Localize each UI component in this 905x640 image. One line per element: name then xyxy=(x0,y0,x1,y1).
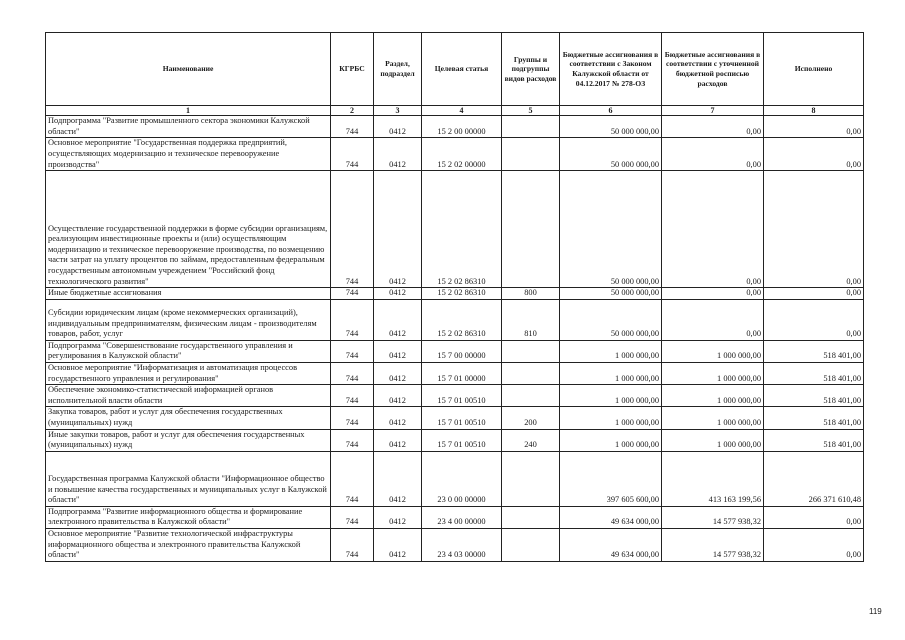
row-kgrbs-cell: 744 xyxy=(331,451,374,506)
table-row xyxy=(46,528,864,561)
col-number: 7 xyxy=(662,106,764,116)
row-budget-revised-cell: 0,00 xyxy=(662,171,764,288)
row-budget-law-cell: 50 000 000,00 xyxy=(560,288,662,300)
row-name-cell: Подпрограмма "Совершенствование государственного управления и регулирования в Калужской области" xyxy=(46,340,331,362)
row-name-cell: Иные закупки товаров, работ и услуг для обеспечения государственных (муниципальных) нужд xyxy=(46,429,331,451)
row-executed-cell: 266 371 610,48 xyxy=(764,451,864,506)
row-budget-law-cell: 1 000 000,00 xyxy=(560,429,662,451)
table-row xyxy=(46,362,864,384)
row-executed-cell: 518 401,00 xyxy=(764,340,864,362)
row-group-cell xyxy=(502,451,560,506)
row-target-cell: 15 2 02 86310 xyxy=(422,288,502,300)
row-budget-revised-cell: 0,00 xyxy=(662,299,764,340)
row-budget-revised-cell: 1 000 000,00 xyxy=(662,340,764,362)
row-budget-revised-cell: 14 577 938,32 xyxy=(662,528,764,561)
col-number: 2 xyxy=(331,106,374,116)
row-executed-cell: 0,00 xyxy=(764,288,864,300)
budget-report-sheet xyxy=(45,32,864,562)
row-kgrbs-cell: 744 xyxy=(331,288,374,300)
row-executed-cell: 0,00 xyxy=(764,528,864,561)
row-name-cell: Закупка товаров, работ и услуг для обеспечения государственных (муниципальных) нужд xyxy=(46,407,331,429)
row-kgrbs-cell: 744 xyxy=(331,506,374,528)
col-header-budget-revised: Бюджетные ассигнования в соответствии с уточненной бюджетной росписью расходов xyxy=(662,33,764,106)
col-number: 4 xyxy=(422,106,502,116)
row-name-cell: Обеспечение экономико-статистической информацией органов исполнительной власти области xyxy=(46,385,331,407)
row-section-cell: 0412 xyxy=(374,288,422,300)
row-group-cell: 200 xyxy=(502,407,560,429)
row-name-cell: Иные бюджетные ассигнования xyxy=(46,288,331,300)
row-name-cell: Основное мероприятие "Информатизация и автоматизация процессов государственного управления и регулирования" xyxy=(46,362,331,384)
col-header-budget-law: Бюджетные ассигнования в соответствии с Законом Калужской области от 04.12.2017 № 278-ОЗ xyxy=(560,33,662,106)
table-row xyxy=(46,506,864,528)
row-name-cell: Субсидии юридическим лицам (кроме некоммерческих организаций), индивидуальным предпринимателям, физическим лицам - производителям товаров, работ, услуг xyxy=(46,299,331,340)
row-kgrbs-cell: 744 xyxy=(331,407,374,429)
row-group-cell xyxy=(502,506,560,528)
row-executed-cell: 518 401,00 xyxy=(764,407,864,429)
row-target-cell: 23 4 00 00000 xyxy=(422,506,502,528)
row-budget-law-cell: 1 000 000,00 xyxy=(560,340,662,362)
row-name-cell: Основное мероприятие "Государственная поддержка предприятий, осуществляющих модернизацию и техническое перевооружение производства" xyxy=(46,138,331,171)
row-group-cell: 810 xyxy=(502,299,560,340)
table-row xyxy=(46,138,864,171)
row-executed-cell: 0,00 xyxy=(764,138,864,171)
row-name-cell: Подпрограмма "Развитие промышленного сектора экономики Калужской области" xyxy=(46,116,331,138)
row-section-cell: 0412 xyxy=(374,116,422,138)
row-budget-revised-cell: 0,00 xyxy=(662,138,764,171)
row-executed-cell: 518 401,00 xyxy=(764,362,864,384)
row-target-cell: 23 4 03 00000 xyxy=(422,528,502,561)
row-group-cell xyxy=(502,385,560,407)
col-header-kgrbs: КГРБС xyxy=(331,33,374,106)
row-budget-law-cell: 49 634 000,00 xyxy=(560,506,662,528)
row-executed-cell: 0,00 xyxy=(764,299,864,340)
page-number: 119 xyxy=(869,607,882,616)
row-target-cell: 15 2 02 00000 xyxy=(422,138,502,171)
row-group-cell: 240 xyxy=(502,429,560,451)
row-budget-revised-cell: 1 000 000,00 xyxy=(662,385,764,407)
row-target-cell: 15 2 00 00000 xyxy=(422,116,502,138)
row-group-cell xyxy=(502,116,560,138)
row-name-cell: Осуществление государственной поддержки в форме субсидии организациям, реализующим инвестиционные проекты и (или) осуществляющим модернизацию и техническое перевооружение производства, по возмещению части затрат на уплату процентов по займам, предоставленным федеральным государственным автономным учреждением "Российский фонд технологического развития" xyxy=(46,171,331,288)
row-kgrbs-cell: 744 xyxy=(331,340,374,362)
row-budget-revised-cell: 413 163 199,56 xyxy=(662,451,764,506)
row-section-cell: 0412 xyxy=(374,362,422,384)
col-number: 3 xyxy=(374,106,422,116)
row-section-cell: 0412 xyxy=(374,340,422,362)
row-group-cell xyxy=(502,171,560,288)
col-header-section: Раздел, подраздел xyxy=(374,33,422,106)
row-group-cell xyxy=(502,362,560,384)
row-executed-cell: 518 401,00 xyxy=(764,429,864,451)
row-section-cell: 0412 xyxy=(374,299,422,340)
col-header-name: Наименование xyxy=(46,33,331,106)
table-row xyxy=(46,340,864,362)
row-budget-law-cell: 397 605 600,00 xyxy=(560,451,662,506)
row-budget-law-cell: 50 000 000,00 xyxy=(560,116,662,138)
row-budget-revised-cell: 14 577 938,32 xyxy=(662,506,764,528)
row-kgrbs-cell: 744 xyxy=(331,138,374,171)
table-row xyxy=(46,429,864,451)
col-number: 5 xyxy=(502,106,560,116)
row-section-cell: 0412 xyxy=(374,407,422,429)
row-target-cell: 15 2 02 86310 xyxy=(422,299,502,340)
row-kgrbs-cell: 744 xyxy=(331,299,374,340)
row-budget-law-cell: 50 000 000,00 xyxy=(560,171,662,288)
row-target-cell: 15 7 01 00510 xyxy=(422,385,502,407)
row-section-cell: 0412 xyxy=(374,528,422,561)
row-budget-revised-cell: 0,00 xyxy=(662,116,764,138)
col-number: 1 xyxy=(46,106,331,116)
row-budget-revised-cell: 1 000 000,00 xyxy=(662,362,764,384)
table-row xyxy=(46,116,864,138)
row-executed-cell: 0,00 xyxy=(764,116,864,138)
col-header-target: Целевая статья xyxy=(422,33,502,106)
row-section-cell: 0412 xyxy=(374,429,422,451)
row-kgrbs-cell: 744 xyxy=(331,171,374,288)
row-target-cell: 15 2 02 86310 xyxy=(422,171,502,288)
row-executed-cell: 0,00 xyxy=(764,171,864,288)
header-row xyxy=(46,33,864,106)
row-kgrbs-cell: 744 xyxy=(331,362,374,384)
row-name-cell: Государственная программа Калужской области "Информационное общество и повышение качества государственных и муниципальных услуг в Калужской области" xyxy=(46,451,331,506)
row-target-cell: 15 7 01 00510 xyxy=(422,407,502,429)
row-budget-law-cell: 50 000 000,00 xyxy=(560,138,662,171)
col-number: 6 xyxy=(560,106,662,116)
row-target-cell: 15 7 01 00000 xyxy=(422,362,502,384)
row-kgrbs-cell: 744 xyxy=(331,116,374,138)
row-group-cell xyxy=(502,138,560,171)
row-section-cell: 0412 xyxy=(374,385,422,407)
row-kgrbs-cell: 744 xyxy=(331,528,374,561)
row-budget-law-cell: 1 000 000,00 xyxy=(560,385,662,407)
row-executed-cell: 0,00 xyxy=(764,506,864,528)
table-row xyxy=(46,299,864,340)
row-budget-law-cell: 1 000 000,00 xyxy=(560,407,662,429)
col-header-executed: Исполнено xyxy=(764,33,864,106)
row-section-cell: 0412 xyxy=(374,506,422,528)
col-header-groups: Группы и подгруппы видов расходов xyxy=(502,33,560,106)
table-row xyxy=(46,407,864,429)
row-target-cell: 23 0 00 00000 xyxy=(422,451,502,506)
col-number: 8 xyxy=(764,106,864,116)
row-section-cell: 0412 xyxy=(374,171,422,288)
row-group-cell: 800 xyxy=(502,288,560,300)
row-target-cell: 15 7 01 00510 xyxy=(422,429,502,451)
row-budget-law-cell: 1 000 000,00 xyxy=(560,362,662,384)
row-group-cell xyxy=(502,528,560,561)
table-row xyxy=(46,451,864,506)
row-kgrbs-cell: 744 xyxy=(331,385,374,407)
row-executed-cell: 518 401,00 xyxy=(764,385,864,407)
row-budget-revised-cell: 1 000 000,00 xyxy=(662,407,764,429)
row-target-cell: 15 7 00 00000 xyxy=(422,340,502,362)
row-budget-law-cell: 50 000 000,00 xyxy=(560,299,662,340)
row-name-cell: Подпрограмма "Развитие информационного общества и формирование электронного правительства в Калужской области" xyxy=(46,506,331,528)
table-row xyxy=(46,385,864,407)
row-section-cell: 0412 xyxy=(374,451,422,506)
row-budget-revised-cell: 1 000 000,00 xyxy=(662,429,764,451)
budget-table xyxy=(45,32,864,562)
row-section-cell: 0412 xyxy=(374,138,422,171)
row-group-cell xyxy=(502,340,560,362)
row-budget-law-cell: 49 634 000,00 xyxy=(560,528,662,561)
row-budget-revised-cell: 0,00 xyxy=(662,288,764,300)
row-name-cell: Основное мероприятие "Развитие технологической инфраструктуры информационного общества и электронного правительства Калужской области" xyxy=(46,528,331,561)
table-row xyxy=(46,171,864,288)
row-kgrbs-cell: 744 xyxy=(331,429,374,451)
table-row xyxy=(46,288,864,300)
column-number-row xyxy=(46,106,864,116)
